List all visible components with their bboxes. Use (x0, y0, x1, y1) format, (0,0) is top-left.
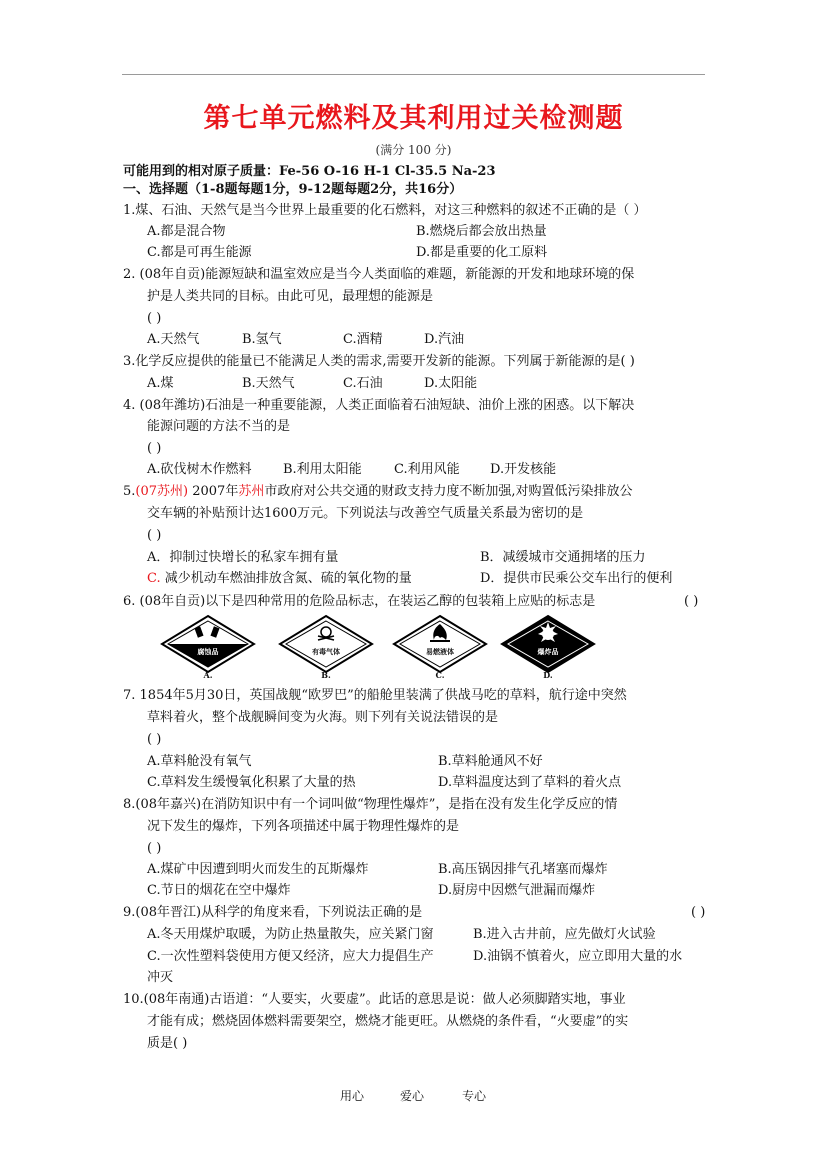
footer-text-3: 专心 (462, 1089, 487, 1103)
q2-option-d: D.汽油 (424, 332, 465, 347)
q2-option-c: C.酒精 (343, 332, 383, 347)
q4-option-a: A.砍伐树木作燃料 (147, 462, 252, 477)
q1-option-c: C.都是可再生能源 (147, 245, 252, 260)
q3-option-d: D.太阳能 (424, 376, 478, 391)
q7-option-d: D.草料温度达到了草料的着火点 (438, 775, 622, 790)
q7-stem-line1: 7. 1854年5月30日，英国战舰“欧罗巴”的船舱里装满了供战马吃的草料，航行途中突然 (123, 688, 627, 703)
q8-option-d: D.厨房中因燃气泄漏而爆炸 (438, 883, 596, 898)
q5-option-b: B．减缓城市交通拥堵的压力 (480, 550, 646, 565)
q10-stem-line3: 质是( ) (147, 1036, 188, 1051)
q5-stem-line1 (123, 484, 632, 500)
hazard-sign-flammable-liquid (392, 614, 488, 684)
q7-stem-line2: 草料着火，整个战舰瞬间变为火海。则下列有关说法错误的是 (147, 710, 499, 725)
q1-stem: 1.煤、石油、天然气是当今世界上最重要的化石燃料，对这三种燃料的叙述不正确的是（ ） (123, 203, 647, 218)
hazard-sign-d-letter: D. (543, 670, 553, 680)
hazard-sign-a-letter: A. (203, 670, 213, 680)
q2-option-b: B.氢气 (242, 332, 282, 347)
q5-option-c (147, 571, 412, 587)
q3-option-c: C.石油 (343, 376, 383, 391)
q2-option-a: A.天然气 (147, 332, 200, 347)
q2-answer-paren: ( ) (147, 311, 162, 326)
q5-answer-paren: ( ) (147, 528, 162, 543)
hazard-sign-toxic-gas (278, 614, 374, 684)
q9-answer-paren: ( ) (691, 905, 706, 920)
q5-source: (07苏州) (135, 484, 189, 499)
page-title: 第七单元燃料及其利用过关检测题 (203, 103, 624, 134)
q1-option-b: B.燃烧后都会放出热量 (416, 224, 547, 239)
q7-option-b: B.草料舱通风不好 (438, 754, 543, 769)
q5-city: 苏州 (238, 484, 265, 499)
q9-option-b: B.进入古井前，应先做灯火试验 (473, 927, 656, 942)
footer-text-1: 用心 (340, 1089, 365, 1103)
q7-option-c: C.草料发生缓慢氧化积累了大量的热 (147, 775, 356, 790)
q4-option-b: B.利用太阳能 (283, 462, 362, 477)
q4-option-c: C.利用风能 (394, 462, 460, 477)
header-rule (122, 74, 705, 75)
hazard-sign-corrosive-label: 腐蚀品 (197, 648, 219, 656)
full-score-note: (满分 100 分) (375, 143, 452, 157)
q8-option-c: C.节日的烟花在空中爆炸 (147, 883, 291, 898)
q4-stem-line1: 4. (08年潍坊)石油是一种重要能源，人类正面临着石油短缺、油价上涨的困惑。以下解决 (123, 398, 635, 413)
q1-option-a: A.都是混合物 (147, 224, 226, 239)
q6-answer-paren: ( ) (684, 594, 699, 609)
q3-option-a: A.煤 (147, 376, 174, 391)
q9-option-d-line2: 冲灭 (147, 970, 174, 985)
q2-stem-line2: 护是人类共同的目标。由此可见，最理想的能源是 (147, 289, 434, 304)
hazard-signs (160, 614, 600, 684)
hazard-sign-toxic-gas-label: 有毒气体 (312, 648, 340, 656)
hazard-sign-c-letter: C. (435, 670, 445, 680)
q8-option-a: A.煤矿中因遭到明火而发生的瓦斯爆炸 (147, 862, 369, 877)
q5-stem-line2: 交车辆的补贴预计达1600万元。下列说法与改善空气质量关系最为密切的是 (147, 506, 584, 521)
section-heading: 一、选择题（1-8题每题1分，9-12题每题2分，共16分） (123, 182, 463, 197)
footer-text-2: 爱心 (400, 1089, 425, 1103)
q9-option-d-line1: D.油锅不慎着火，应立即用大量的水 (473, 949, 683, 964)
hazard-sign-flammable-liquid-label: 易燃液体 (426, 648, 454, 656)
q5-option-c-letter: C. (147, 571, 161, 586)
hazard-sign-explosive (500, 614, 596, 684)
q5-year: 2007年 (192, 484, 239, 499)
q8-stem-line1: 8.(08年嘉兴)在消防知识中有一个词叫做“物理性爆炸”，是指在没有发生化学反应的情 (123, 797, 618, 812)
q8-option-b: B.高压锅因排气孔堵塞而爆炸 (438, 862, 608, 877)
q4-answer-paren: ( ) (147, 441, 162, 456)
q5-option-c-text: 减少机动车燃油排放含氮、硫的氧化物的量 (164, 571, 412, 586)
hazard-sign-explosive-label: 爆炸品 (537, 648, 559, 656)
q4-stem-line2: 能源问题的方法不当的是 (147, 419, 291, 434)
atomic-masses: 可能用到的相对原子质量：Fe-56 O-16 H-1 Cl-35.5 Na-23 (123, 164, 496, 179)
q5-number: 5. (123, 484, 136, 499)
q8-answer-paren: ( ) (147, 841, 162, 856)
q5-option-a: A．抑制过快增长的私家车拥有量 (147, 550, 339, 565)
q9-option-a: A.冬天用煤炉取暖，为防止热量散失，应关紧门窗 (147, 927, 434, 942)
q9-option-c: C.一次性塑料袋使用方便又经济，应大力提倡生产 (147, 949, 434, 964)
q10-stem-line2: 才能有成；燃烧固体燃料需要架空，燃烧才能更旺。从燃烧的条件看，“火要虚”的实 (147, 1014, 629, 1029)
q3-stem: 3.化学反应提供的能量已不能满足人类的需求,需要开发新的能源。下列属于新能源的是( ) (123, 354, 635, 369)
q7-answer-paren: ( ) (147, 732, 162, 747)
q6-stem: 6. (08年自贡)以下是四种常用的危险品标志，在装运乙醇的包装箱上应贴的标志是 (123, 594, 596, 609)
q9-stem: 9.(08年晋江)从科学的角度来看，下列说法正确的是 (123, 905, 423, 920)
hazard-sign-corrosive (160, 614, 256, 684)
q2-stem-line1: 2. (08年自贡)能源短缺和温室效应是当今人类面临的难题，新能源的开发和地球环境的保 (123, 267, 635, 282)
q5-option-d: D．提供市民乘公交车出行的便利 (480, 571, 673, 586)
q4-option-d: D.开发核能 (490, 462, 557, 477)
q5-stem-rest: 市政府对公共交通的财政支持力度不断加强,对购置低污染排放公 (264, 484, 633, 499)
q1-option-d: D.都是重要的化工原料 (416, 245, 548, 260)
q3-option-b: B.天然气 (242, 376, 295, 391)
q10-stem-line1: 10.(08年南通)古语道：“人要实，火要虚”。此话的意思是说：做人必须脚踏实地，事业 (123, 992, 626, 1007)
q7-option-a: A.草料舱没有氧气 (147, 754, 252, 769)
hazard-sign-b-letter: B. (321, 670, 331, 680)
q8-stem-line2: 况下发生的爆炸，下列各项描述中属于物理性爆炸的是 (147, 819, 460, 834)
